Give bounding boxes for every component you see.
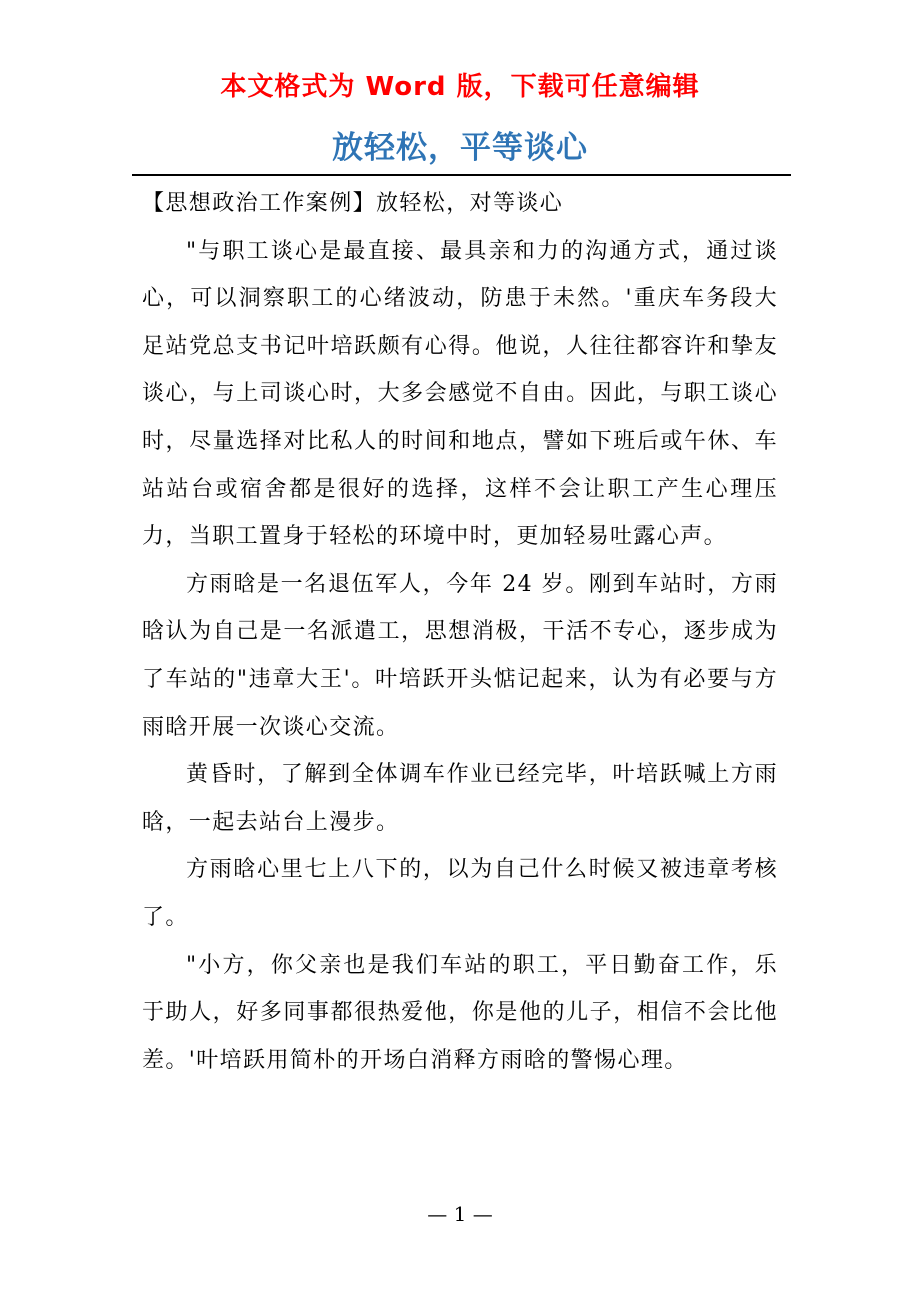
paragraph: "与职工谈心是最直接、最具亲和力的沟通方式，通过谈心，可以洞察职工的心绪波动，防患于未然。'重庆车务段大足站党总支书记叶培跃颇有心得。他说，人往往都容许和挚友谈心，与上司谈心时，大多会感觉不自由。因此，与职工谈心时，尽量选择对比私人的时间和地点，譬如下班后或午休、车站站台或宿舍都是很好的选择，这样不会让职工产生心理压力，当职工置身于轻松的环境中时，更加轻易吐露心声。 bbox=[142, 238, 778, 550]
download-notice: 本文格式为 Word 版，下载可任意编辑 bbox=[220, 72, 700, 102]
title-divider bbox=[132, 174, 791, 176]
paragraph: 方雨晗心里七上八下的，以为自己什么时候又被违章考核了。 bbox=[142, 857, 778, 930]
case-heading: 【思想政治工作案例】放轻松，对等谈心 bbox=[142, 191, 564, 216]
paragraph: "小方，你父亲也是我们车站的职工，平日勤奋工作，乐于助人，好多同事都很热爱他，你是他的儿子，相信不会比他差。'叶培跃用简朴的开场白消释方雨晗的警惕心理。 bbox=[142, 952, 778, 1073]
page-number: — 1 — bbox=[427, 1202, 493, 1226]
document-body bbox=[142, 180, 778, 1084]
paragraph: 方雨晗是一名退伍军人，今年 24 岁。刚到车站时，方雨晗认为自己是一名派遣工，思想消极，干活不专心，逐步成为了车站的"违章大王'。叶培跃开头惦记起来，认为有必要与方雨晗开展一次谈心交流。 bbox=[142, 571, 778, 740]
document-title: 放轻松，平等谈心 bbox=[332, 130, 588, 166]
paragraph: 黄昏时，了解到全体调车作业已经完毕，叶培跃喊上方雨晗，一起去站台上漫步。 bbox=[142, 762, 778, 835]
